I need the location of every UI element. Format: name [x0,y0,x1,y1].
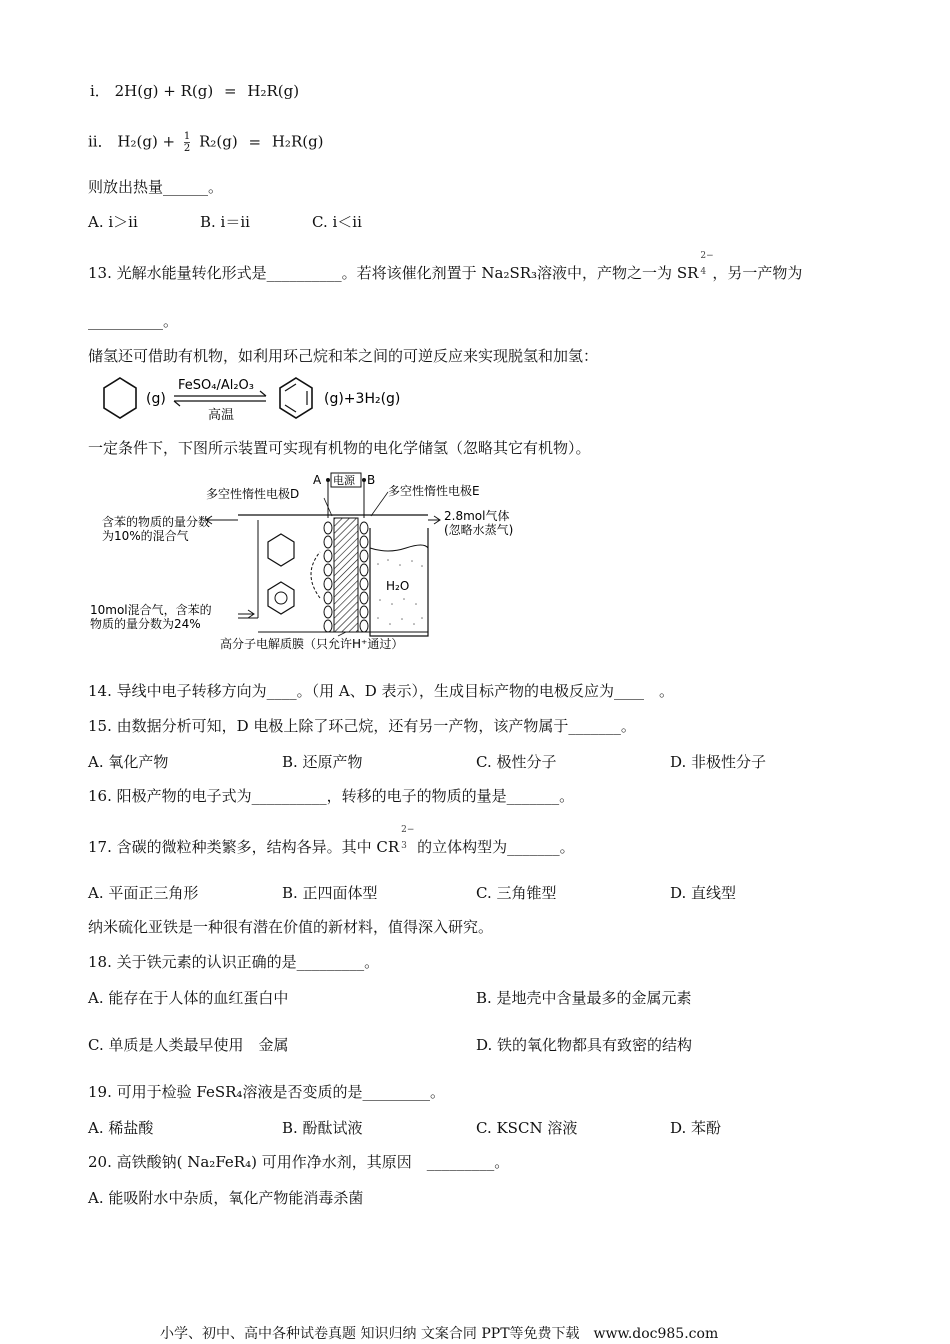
q18-option-a: A. 能存在于人体的血红蛋白中 [88,989,289,1007]
question-15: 15. 由数据分析可知，D 电极上除了环己烷，还有另一产物，该产物属于_______。 [88,717,636,735]
benzene-ring-circle [275,592,287,604]
q17-option-a: A. 平面正三角形 [88,884,199,902]
q13-text-b: ，另一产物为 [712,264,803,282]
heat-prompt: 则放出热量______。 [88,178,224,196]
eq-label: i． [90,82,110,100]
electrode-e [360,522,368,632]
membrane-pointer [338,632,346,636]
eq-label: ii． [88,132,113,151]
eq-rhs: H₂R(g) [247,82,300,100]
q15-option-d: D. 非极性分子 [670,753,767,771]
water-surface [370,545,428,551]
gas-out-line1: 2.8mol气体 [444,509,510,523]
mixed-gas-in-line1: 10mol混合气，含苯的 [90,603,212,617]
q19-option-b: B. 酚酞试液 [282,1119,363,1137]
reaction-left-state: (g) [146,391,166,407]
ion-superscript: 2− [401,825,415,835]
fraction-numerator: 1 [183,131,191,142]
eq-sign: = [248,132,262,151]
q12-option-b: B. i＝ii [200,213,250,231]
intro-device: 一定条件下，下图所示装置可实现有机物的电化学储氢（忽略其它有机物）。 [88,439,591,457]
intro-iron: 纳米硫化亚铁是一种很有潜在价值的新材料，值得深入研究。 [88,918,494,936]
intro-storage: 储氢还可借助有机物，如利用环己烷和苯之间的可逆反应来实现脱氢和加氢： [88,347,599,365]
q19-option-d: D. 苯酚 [670,1119,722,1137]
page-footer: 小学、初中、高中各种试卷真题 知识归纳 文案合同 PPT等免费下载 www.doc985.com [160,1326,719,1342]
q18-option-b: B. 是地壳中含量最多的金属元素 [476,989,692,1007]
q17-text-b: 的立体构型为_______。 [417,838,575,856]
q17-option-b: B. 正四面体型 [282,884,378,902]
reverse-arrow-head [174,401,180,406]
fraction [184,131,190,154]
power-supply-label: 电源 [333,474,355,487]
eq-part-b: R₂(g) [199,132,238,151]
terminal-a-label: A [313,473,322,487]
carbonate-ion-charge [399,825,415,852]
mixed-gas-in-line2: 物质的量分数为24% [90,617,201,631]
eq-lhs: 2H(g) + R(g) [114,82,214,100]
pointer-e [371,492,388,516]
q19-option-a: A. 稀盐酸 [88,1119,154,1137]
reaction-condition: 高温 [208,408,235,423]
q18-option-c: C. 单质是人类最早使用 金属 [88,1036,289,1054]
q12-option-c: C. i＜ii [312,213,362,231]
question-20: 20. 高铁酸钠( Na₂FeR₄) 可用作净水剂，其原因 _________。 [88,1153,510,1171]
question-19: 19. 可用于检验 FeSR₄溶液是否变质的是_________。 [88,1083,445,1101]
ion-superscript: 2− [700,251,714,261]
forward-arrow-head [260,391,266,396]
q17-option-d: D. 直线型 [670,884,737,902]
question-16: 16. 阳极产物的电子式为__________，转移的电子的物质的量是_______。 [88,787,575,805]
electrochemical-cell-diagram [88,468,548,658]
q17-text-a: 17. 含碳的微粒种类繁多，结构各异。其中 CR [88,838,400,856]
q18-option-d: D. 铁的氧化物都具有致密的结构 [476,1036,693,1054]
q15-option-a: A. 氧化产物 [88,753,169,771]
fraction-denominator: 2 [183,143,191,154]
q15-option-b: B. 还原产物 [282,753,363,771]
benzene-icon [268,582,294,614]
q12-option-a: A. i＞ii [88,213,138,231]
q15-option-c: C. 极性分子 [476,753,557,771]
question-17 [88,825,575,857]
ion-subscript: 3 [401,841,407,851]
cyclohexane-icon [104,378,136,418]
ion-subscript: 4 [700,267,707,277]
question-14: 14. 导线中电子转移方向为____。（用 A、D 表示），生成目标产物的电极反应为____ 。 [88,682,675,700]
water-label: H₂O [386,579,410,593]
eq-sign: = [224,82,237,100]
question-18: 18. 关于铁元素的认识正确的是_________。 [88,953,380,971]
equation-i [90,81,299,101]
q17-option-c: C. 三角锥型 [476,884,557,902]
cyclohexane-icon [268,534,294,566]
question-13 [88,251,803,283]
benzene-double-bond [285,384,296,391]
membrane-label: 高分子电解质膜（只允许H⁺通过） [220,637,404,651]
electrode-d-label: 多空性惰性电极D [206,487,300,501]
mixed-gas-top-line2: 为10%的混合气 [102,529,189,543]
reaction-right-side: (g)+3H₂(g) [324,391,401,407]
electrolyte-membrane [334,518,358,632]
q13-text-a: 13. 光解水能量转化形式是__________。若将该催化剂置于 Na₂SR₃溶液中，产物之一为 SR [88,264,699,282]
electrode-d [324,522,332,632]
reaction-scheme [90,372,420,428]
equation-ii [88,131,324,154]
sulfate-ion-charge [698,251,714,278]
q19-option-c: C. KSCN 溶液 [476,1119,578,1137]
q13-line-2: __________。 [88,312,179,330]
gas-out-line2: (忽略水蒸气) [444,523,514,537]
reaction-catalyst: FeSO₄/Al₂O₃ [178,378,255,393]
eq-rhs: H₂R(g) [271,132,324,151]
mixed-gas-top-line1: 含苯的物质的量分数 [102,515,211,529]
eq-part-a: H₂(g) + [117,132,176,151]
conversion-arrow [311,552,320,598]
terminal-b-label: B [367,473,376,487]
electrode-e-label: 多空性惰性电极E [388,484,480,498]
benzene-double-bond [285,405,296,412]
q20-option-a: A. 能吸附水中杂质，氧化产物能消毒杀菌 [88,1189,364,1207]
